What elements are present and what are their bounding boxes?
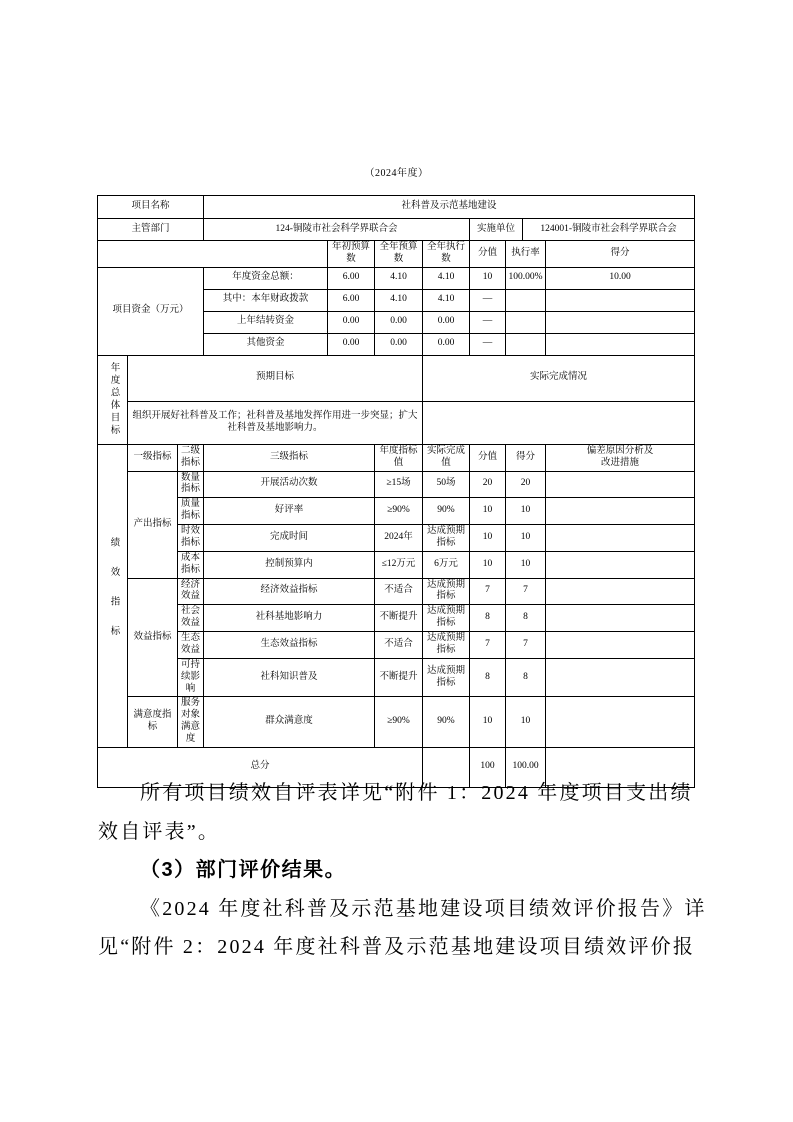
ind-l2: 质量指标 bbox=[178, 498, 204, 525]
self-evaluation-table bbox=[97, 196, 696, 788]
total-weight: 100 bbox=[470, 747, 506, 787]
budget-score bbox=[546, 333, 695, 355]
ind-actual: 6万元 bbox=[423, 551, 470, 578]
ind-l2: 时效指标 bbox=[178, 525, 204, 552]
header-level1: 一级指标 bbox=[128, 444, 178, 471]
indicators-group-label bbox=[98, 444, 128, 747]
budget-header-score: 得分 bbox=[546, 241, 695, 268]
ind-deviation bbox=[546, 697, 695, 748]
budget-initial: 6.00 bbox=[328, 267, 375, 289]
cell-empty bbox=[98, 241, 328, 268]
indicator-row bbox=[98, 551, 695, 578]
project-name-value: 社科普及示范基地建设 bbox=[204, 196, 695, 219]
ind-score: 10 bbox=[506, 551, 546, 578]
budget-rate: 100.00% bbox=[506, 267, 546, 289]
budget-header-annual: 全年预算数 bbox=[375, 241, 423, 268]
budget-rate bbox=[506, 289, 546, 311]
ind-l2: 成本指标 bbox=[178, 551, 204, 578]
ind-actual: 达成预期指标 bbox=[423, 525, 470, 552]
ind-weight: 8 bbox=[470, 658, 506, 697]
ind-score: 8 bbox=[506, 605, 546, 632]
indicator-row bbox=[98, 605, 695, 632]
budget-annual: 4.10 bbox=[375, 289, 423, 311]
ind-l3: 生态效益指标 bbox=[204, 632, 375, 659]
ind-score: 10 bbox=[506, 525, 546, 552]
ind-score: 7 bbox=[506, 578, 546, 605]
budget-row-label: 上年结转资金 bbox=[204, 311, 328, 333]
ind-weight: 10 bbox=[470, 525, 506, 552]
ind-deviation bbox=[546, 658, 695, 697]
header-deviation-text: 偏差原因分析及改进措施 bbox=[586, 445, 654, 468]
ind-l2: 社会效益 bbox=[178, 605, 204, 632]
ind-deviation bbox=[546, 471, 695, 498]
budget-annual: 4.10 bbox=[375, 267, 423, 289]
budget-executed: 4.10 bbox=[423, 267, 470, 289]
budget-header-initial: 年初预算数 bbox=[328, 241, 375, 268]
ind-actual: 达成预期指标 bbox=[423, 658, 470, 697]
ind-target: 2024年 bbox=[375, 525, 423, 552]
goal-expected-text: 组织开展好社科普及工作；社科普及基地发挥作用进一步突显；扩大社科普及基地影响力。 bbox=[128, 401, 423, 444]
ind-actual: 达成预期指标 bbox=[423, 632, 470, 659]
budget-row-label: 其他资金 bbox=[204, 333, 328, 355]
ind-target: 不适合 bbox=[375, 578, 423, 605]
ind-score: 10 bbox=[506, 498, 546, 525]
budget-group-label: 项目资金（万元） bbox=[98, 267, 204, 355]
ind-l3: 开展活动次数 bbox=[204, 471, 375, 498]
budget-rate bbox=[506, 311, 546, 333]
budget-annual: 0.00 bbox=[375, 311, 423, 333]
budget-executed: 0.00 bbox=[423, 333, 470, 355]
ind-l3: 社科知识普及 bbox=[204, 658, 375, 697]
header-score: 得分 bbox=[506, 444, 546, 471]
header-actual: 实际完成值 bbox=[423, 444, 470, 471]
ind-weight: 7 bbox=[470, 578, 506, 605]
budget-weight: — bbox=[470, 333, 506, 355]
goal-group-label-text: 年度总体目标 bbox=[108, 362, 119, 438]
budget-score bbox=[546, 289, 695, 311]
ind-deviation bbox=[546, 498, 695, 525]
ind-target: ≤12万元 bbox=[375, 551, 423, 578]
indicator-row bbox=[98, 525, 695, 552]
impl-label: 实施单位 bbox=[470, 219, 523, 241]
dept-label: 主管部门 bbox=[98, 219, 204, 241]
ind-weight: 20 bbox=[470, 471, 506, 498]
row-project-name bbox=[98, 196, 695, 219]
total-score: 100.00 bbox=[506, 747, 546, 787]
budget-initial: 6.00 bbox=[328, 289, 375, 311]
indicator-row bbox=[98, 498, 695, 525]
ind-deviation bbox=[546, 525, 695, 552]
budget-weight: — bbox=[470, 311, 506, 333]
group-satisfaction: 满意度指标 bbox=[128, 697, 178, 748]
ind-weight: 10 bbox=[470, 498, 506, 525]
header-level2: 二级指标 bbox=[178, 444, 204, 471]
header-target: 年度指标值 bbox=[375, 444, 423, 471]
budget-initial: 0.00 bbox=[328, 311, 375, 333]
paragraph-line: 《2024 年度社科普及示范基地建设项目绩效评价报告》详 bbox=[140, 897, 707, 920]
ind-l3: 完成时间 bbox=[204, 525, 375, 552]
budget-score: 10.00 bbox=[546, 267, 695, 289]
indicator-row bbox=[98, 697, 695, 748]
ind-target: 不断提升 bbox=[375, 605, 423, 632]
indicator-row bbox=[98, 658, 695, 697]
project-info-budget-table bbox=[97, 195, 695, 356]
ind-score: 10 bbox=[506, 697, 546, 748]
row-departments bbox=[98, 219, 695, 241]
header-level3: 三级指标 bbox=[204, 444, 375, 471]
ind-score: 7 bbox=[506, 632, 546, 659]
ind-score: 8 bbox=[506, 658, 546, 697]
ind-l2: 可持续影响 bbox=[178, 658, 204, 697]
row-goal-headers bbox=[98, 355, 695, 401]
header-weight: 分值 bbox=[470, 444, 506, 471]
indicator-row bbox=[98, 578, 695, 605]
ind-l3: 经济效益指标 bbox=[204, 578, 375, 605]
row-budget-total bbox=[98, 267, 695, 289]
paragraph-line: 所有项目绩效自评表详见“附件 1：2024 年度项目支出绩 bbox=[140, 782, 693, 804]
group-benefit: 效益指标 bbox=[128, 578, 178, 697]
ind-actual: 达成预期指标 bbox=[423, 605, 470, 632]
budget-initial: 0.00 bbox=[328, 333, 375, 355]
ind-l3: 好评率 bbox=[204, 498, 375, 525]
header-deviation bbox=[546, 444, 695, 471]
ind-l3: 社科基地影响力 bbox=[204, 605, 375, 632]
ind-l3: 控制预算内 bbox=[204, 551, 375, 578]
row-indicator-headers bbox=[98, 444, 695, 471]
budget-score bbox=[546, 311, 695, 333]
annual-goal-table bbox=[97, 355, 695, 445]
paragraph-line: 效自评表”。 bbox=[98, 820, 221, 843]
performance-indicators-table bbox=[97, 444, 695, 788]
ind-actual: 达成预期指标 bbox=[423, 578, 470, 605]
section-heading: （3）部门评价结果。 bbox=[140, 859, 347, 881]
ind-score: 20 bbox=[506, 471, 546, 498]
budget-header-rate: 执行率 bbox=[506, 241, 546, 268]
ind-l2: 经济效益 bbox=[178, 578, 204, 605]
goal-group-label bbox=[98, 355, 128, 444]
budget-row-label: 年度资金总额： bbox=[204, 267, 328, 289]
ind-target: ≥90% bbox=[375, 697, 423, 748]
goal-expected-header: 预期目标 bbox=[128, 355, 423, 401]
ind-target: ≥15场 bbox=[375, 471, 423, 498]
ind-l2: 生态效益 bbox=[178, 632, 204, 659]
ind-target: 不断提升 bbox=[375, 658, 423, 697]
row-budget-headers bbox=[98, 241, 695, 268]
budget-executed: 4.10 bbox=[423, 289, 470, 311]
budget-weight: 10 bbox=[470, 267, 506, 289]
row-goal-text bbox=[98, 401, 695, 444]
ind-l2: 数量指标 bbox=[178, 471, 204, 498]
paragraph-line: 见“附件 2：2024 年度社科普及示范基地建设项目绩效评价报 bbox=[98, 936, 696, 958]
ind-weight: 10 bbox=[470, 551, 506, 578]
ind-deviation bbox=[546, 578, 695, 605]
ind-actual: 90% bbox=[423, 498, 470, 525]
impl-value: 124001-铜陵市社会科学界联合会 bbox=[523, 219, 695, 241]
ind-weight: 7 bbox=[470, 632, 506, 659]
ind-l3: 群众满意度 bbox=[204, 697, 375, 748]
ind-l2: 服务对象满意度 bbox=[178, 697, 204, 748]
budget-header-weight: 分值 bbox=[470, 241, 506, 268]
ind-deviation bbox=[546, 632, 695, 659]
dept-value: 124-铜陵市社会科学界联合会 bbox=[204, 219, 470, 241]
total-label: 总分 bbox=[98, 747, 423, 787]
indicators-group-label-text: 绩效指标 bbox=[108, 536, 119, 655]
ind-target: ≥90% bbox=[375, 498, 423, 525]
goal-actual-header: 实际完成情况 bbox=[423, 355, 695, 401]
indicator-row bbox=[98, 632, 695, 659]
budget-row-label: 其中：本年财政拨款 bbox=[204, 289, 328, 311]
project-name-label: 项目名称 bbox=[98, 196, 204, 219]
body-text bbox=[98, 774, 707, 967]
ind-deviation bbox=[546, 551, 695, 578]
budget-executed: 0.00 bbox=[423, 311, 470, 333]
budget-header-executed: 全年执行数 bbox=[423, 241, 470, 268]
ind-actual: 90% bbox=[423, 697, 470, 748]
ind-deviation bbox=[546, 605, 695, 632]
budget-rate bbox=[506, 333, 546, 355]
year-caption: （2024年度） bbox=[364, 168, 429, 179]
goal-actual-text bbox=[423, 401, 695, 444]
budget-weight: — bbox=[470, 289, 506, 311]
budget-annual: 0.00 bbox=[375, 333, 423, 355]
group-output: 产出指标 bbox=[128, 471, 178, 578]
ind-actual: 50场 bbox=[423, 471, 470, 498]
indicator-row bbox=[98, 471, 695, 498]
ind-weight: 10 bbox=[470, 697, 506, 748]
ind-target: 不适合 bbox=[375, 632, 423, 659]
ind-weight: 8 bbox=[470, 605, 506, 632]
